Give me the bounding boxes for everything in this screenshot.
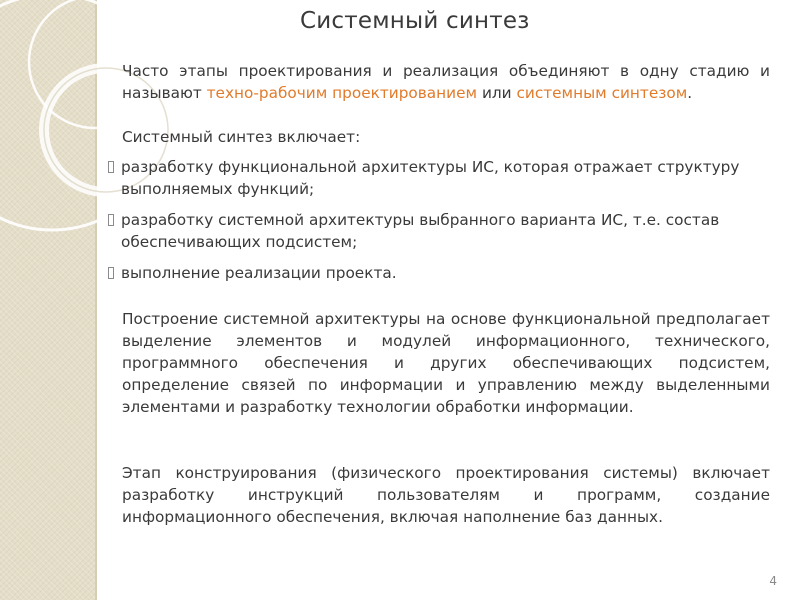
bullet-text: выполнение реализации проекта. [121, 264, 397, 282]
bullet-box-icon [108, 214, 114, 226]
side-panel-edge [95, 0, 97, 600]
bullet-text: разработку функциональной архитектуры ИС, которая отражает структуру выполняемых функций; [121, 158, 740, 198]
slide-title: Системный синтез [300, 8, 530, 34]
page-number: 4 [769, 574, 777, 588]
intro-paragraph [122, 60, 770, 104]
bullet-text: разработку системной архитектуры выбранного варианта ИС, т.е. состав обеспечивающих подсистем; [121, 211, 720, 251]
intro-text-part3: . [687, 84, 693, 102]
highlight-tech-working-design: техно-рабочим проектированием [206, 84, 478, 102]
construction-paragraph: Этап конструирования (физического проектирования системы) включает разработку инструкций пользователям и программ, создание информационного обеспечения, включая наполнение баз данных. [122, 464, 770, 526]
decorative-side-panel [0, 0, 95, 600]
highlight-system-synthesis: системным синтезом [516, 84, 688, 102]
bullet-box-icon [108, 161, 114, 173]
architecture-paragraph: Построение системной архитектуры на основе функциональной предполагает выделение элементов и модулей информационного, технического, программного обеспечения и других обеспечивающих подсистем, определение связей по информации и управлению между выделенными элементами и разработку технологии обработки информации. [122, 310, 770, 416]
intro-text-part2: или [477, 84, 517, 102]
list-item [108, 209, 773, 253]
includes-label: Системный синтез включает: [122, 128, 361, 146]
bullet-list [108, 156, 773, 293]
bullet-box-icon [108, 267, 114, 279]
list-item [108, 156, 773, 200]
list-item [108, 262, 773, 284]
intro-text-part1: Часто этапы проектирования и реализация объединяют в одну стадию и называют [122, 62, 770, 102]
